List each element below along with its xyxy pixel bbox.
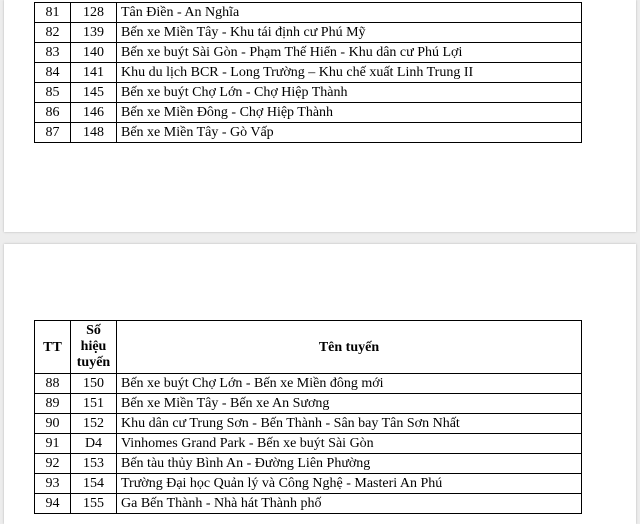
cell-ten-tuyen: Bến xe buýt Chợ Lớn - Chợ Hiệp Thành [117, 83, 582, 103]
cell-so-hieu: 151 [71, 394, 117, 414]
cell-tt: 88 [35, 374, 71, 394]
cell-tt: 83 [35, 43, 71, 63]
cell-so-hieu: 140 [71, 43, 117, 63]
document-page-top [4, 0, 636, 232]
cell-ten-tuyen: Khu dân cư Trung Sơn - Bến Thành - Sân bay Tân Sơn Nhất [117, 414, 582, 434]
table-row [35, 83, 582, 103]
cell-tt: 85 [35, 83, 71, 103]
cell-tt: 93 [35, 474, 71, 494]
cell-tt: 90 [35, 414, 71, 434]
route-table-part-2 [34, 320, 582, 514]
cell-tt: 86 [35, 103, 71, 123]
table-row [35, 474, 582, 494]
cell-ten-tuyen: Bến xe Miền Tây - Gò Vấp [117, 123, 582, 143]
cell-ten-tuyen: Bến xe buýt Chợ Lớn - Bến xe Miền đông mới [117, 374, 582, 394]
cell-so-hieu: 139 [71, 23, 117, 43]
cell-ten-tuyen: Khu du lịch BCR - Long Trường – Khu chế xuất Linh Trung II [117, 63, 582, 83]
cell-so-hieu: 150 [71, 374, 117, 394]
cell-tt: 91 [35, 434, 71, 454]
cell-ten-tuyen: Bến xe Miền Đông - Chợ Hiệp Thành [117, 103, 582, 123]
cell-ten-tuyen: Bến xe Miền Tây - Bến xe An Sương [117, 394, 582, 414]
cell-tt: 94 [35, 494, 71, 514]
cell-so-hieu: 153 [71, 454, 117, 474]
header-so-hieu-tuyen: Số hiệu tuyến [71, 321, 117, 374]
table-row [35, 123, 582, 143]
table-row [35, 494, 582, 514]
table-row [35, 103, 582, 123]
cell-so-hieu: 152 [71, 414, 117, 434]
cell-tt: 92 [35, 454, 71, 474]
header-tt: TT [35, 321, 71, 374]
cell-tt: 81 [35, 3, 71, 23]
cell-tt: 84 [35, 63, 71, 83]
table-row [35, 374, 582, 394]
table-row [35, 434, 582, 454]
header-ten-tuyen: Tên tuyến [117, 321, 582, 374]
cell-so-hieu: 148 [71, 123, 117, 143]
cell-ten-tuyen: Bến tàu thủy Bình An - Đường Liên Phường [117, 454, 582, 474]
route-table-part-1 [34, 2, 582, 143]
cell-so-hieu: 155 [71, 494, 117, 514]
cell-ten-tuyen: Vinhomes Grand Park - Bến xe buýt Sài Gòn [117, 434, 582, 454]
cell-ten-tuyen: Bến xe buýt Sài Gòn - Phạm Thế Hiển - Khu dân cư Phú Lợi [117, 43, 582, 63]
cell-tt: 87 [35, 123, 71, 143]
cell-ten-tuyen: Bến xe Miền Tây - Khu tái định cư Phú Mỹ [117, 23, 582, 43]
table-row [35, 454, 582, 474]
table-row [35, 23, 582, 43]
table-row [35, 63, 582, 83]
cell-so-hieu: D4 [71, 434, 117, 454]
table-row [35, 394, 582, 414]
cell-tt: 89 [35, 394, 71, 414]
cell-so-hieu: 141 [71, 63, 117, 83]
table-row [35, 414, 582, 434]
cell-so-hieu: 146 [71, 103, 117, 123]
cell-ten-tuyen: Ga Bến Thành - Nhà hát Thành phố [117, 494, 582, 514]
cell-ten-tuyen: Trường Đại học Quản lý và Công Nghệ - Masteri An Phú [117, 474, 582, 494]
cell-so-hieu: 154 [71, 474, 117, 494]
cell-ten-tuyen: Tân Điền - An Nghĩa [117, 3, 582, 23]
table-row [35, 43, 582, 63]
cell-so-hieu: 145 [71, 83, 117, 103]
table-header-row [35, 321, 582, 374]
cell-tt: 82 [35, 23, 71, 43]
cell-so-hieu: 128 [71, 3, 117, 23]
table-row [35, 3, 582, 23]
document-page-bottom [4, 244, 636, 524]
